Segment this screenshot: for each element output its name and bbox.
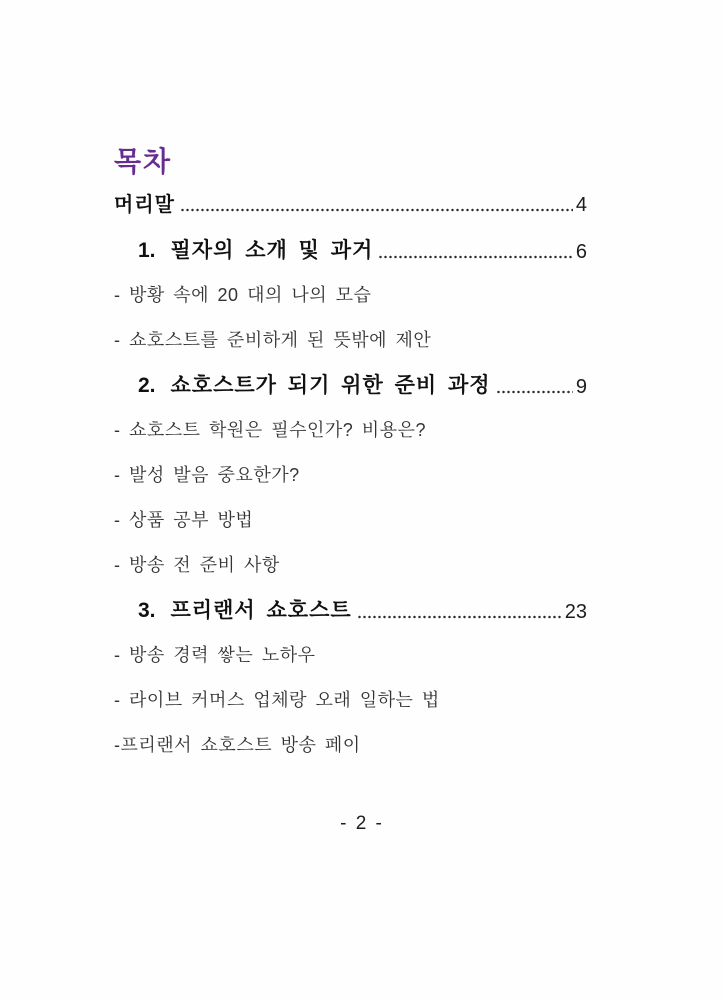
toc-sub-item: - 방황 속에 20 대의 나의 모습 [114,285,372,305]
toc-sub-item: - 쇼호스트 학원은 필수인가? 비용은? [114,420,426,440]
toc-sub-item: - 상품 공부 방법 [114,510,254,530]
toc-section-title: 쇼호스트가 되기 위한 준비 과정 [170,374,491,397]
page-number-footer: - 2 - [340,813,384,834]
toc-sub-item: - 쇼호스트를 준비하게 된 뜻밖에 제안 [114,330,432,350]
toc-section-title: 프리랜서 쇼호스트 [170,599,352,622]
toc-entry-section-2 [114,373,587,399]
dot-leader [378,255,573,259]
toc-section-pagenum: 9 [575,376,587,398]
toc-sub-item: - 발성 발음 중요한가? [114,465,300,485]
dot-leader [357,615,562,619]
toc-sub-item: -프리랜서 쇼호스트 방송 페이 [114,735,361,755]
toc-section-number: 3. [138,599,156,622]
toc-entry-section-3 [114,598,587,624]
dot-leader [180,208,573,212]
dot-leader [496,390,573,394]
page-title: 목차 [114,146,173,177]
toc-sub-item: - 방송 경력 쌓는 노하우 [114,645,316,665]
toc-entry-section-1 [114,238,587,264]
toc-entry-preface [114,193,587,217]
toc-section-title: 필자의 소개 및 과거 [170,239,374,262]
toc-preface-label: 머리말 [114,194,175,216]
toc-section-number: 1. [138,239,156,262]
toc-section-pagenum: 6 [575,241,587,263]
toc-sub-item: - 방송 전 준비 사항 [114,555,280,575]
toc-section-pagenum: 23 [564,601,587,623]
toc-preface-pagenum: 4 [575,194,587,216]
toc-section-number: 2. [138,374,156,397]
toc-sub-item: - 라이브 커머스 업체랑 오래 일하는 법 [114,690,440,710]
